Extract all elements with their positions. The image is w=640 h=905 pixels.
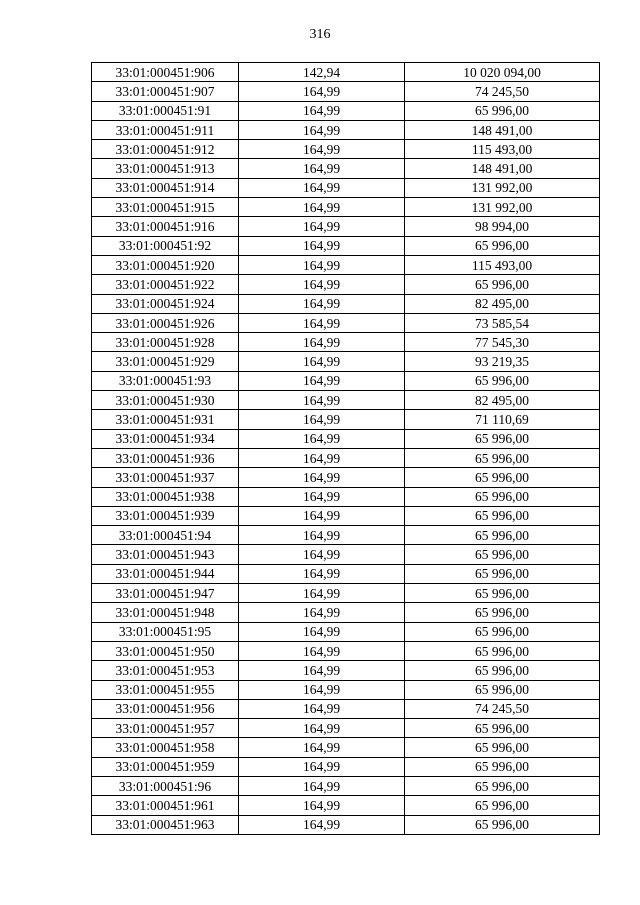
area-cell: 164,99 [239, 236, 405, 255]
value-cell: 131 992,00 [405, 178, 600, 197]
value-cell: 74 245,50 [405, 82, 600, 101]
value-cell: 93 219,35 [405, 352, 600, 371]
value-cell: 98 994,00 [405, 217, 600, 236]
table-row [92, 506, 600, 525]
value-cell: 65 996,00 [405, 622, 600, 641]
cadastral-number-cell: 33:01:000451:907 [92, 82, 239, 101]
area-cell: 164,99 [239, 603, 405, 622]
table-row [92, 294, 600, 313]
value-cell: 65 996,00 [405, 468, 600, 487]
cadastral-number-cell: 33:01:000451:948 [92, 603, 239, 622]
cadastral-number-cell: 33:01:000451:934 [92, 429, 239, 448]
cadastral-number-cell: 33:01:000451:963 [92, 815, 239, 834]
cadastral-number-cell: 33:01:000451:95 [92, 622, 239, 641]
cadastral-number-cell: 33:01:000451:913 [92, 159, 239, 178]
page-number: 316 [309, 27, 331, 42]
table-row [92, 371, 600, 390]
cadastral-number-cell: 33:01:000451:926 [92, 313, 239, 332]
cadastral-number-cell: 33:01:000451:936 [92, 448, 239, 467]
value-cell: 65 996,00 [405, 796, 600, 815]
table-row [92, 545, 600, 564]
table-row [92, 63, 600, 82]
cadastral-number-cell: 33:01:000451:957 [92, 719, 239, 738]
table-row [92, 313, 600, 332]
table-row [92, 120, 600, 139]
value-cell: 82 495,00 [405, 294, 600, 313]
area-cell: 164,99 [239, 622, 405, 641]
value-cell: 65 996,00 [405, 661, 600, 680]
area-cell: 164,99 [239, 159, 405, 178]
area-cell: 164,99 [239, 429, 405, 448]
area-cell: 164,99 [239, 526, 405, 545]
cadastral-number-cell: 33:01:000451:91 [92, 101, 239, 120]
area-cell: 164,99 [239, 217, 405, 236]
area-cell: 164,99 [239, 294, 405, 313]
cadastral-number-cell: 33:01:000451:914 [92, 178, 239, 197]
value-cell: 65 996,00 [405, 680, 600, 699]
area-cell: 164,99 [239, 313, 405, 332]
table-row [92, 622, 600, 641]
cadastral-number-cell: 33:01:000451:938 [92, 487, 239, 506]
table-row [92, 776, 600, 795]
value-cell: 65 996,00 [405, 776, 600, 795]
cadastral-number-cell: 33:01:000451:924 [92, 294, 239, 313]
area-cell: 142,94 [239, 63, 405, 82]
table-row [92, 410, 600, 429]
table-row [92, 178, 600, 197]
area-cell: 164,99 [239, 140, 405, 159]
table-row [92, 796, 600, 815]
cadastral-number-cell: 33:01:000451:94 [92, 526, 239, 545]
value-cell: 65 996,00 [405, 815, 600, 834]
value-cell: 65 996,00 [405, 719, 600, 738]
area-cell: 164,99 [239, 757, 405, 776]
area-cell: 164,99 [239, 661, 405, 680]
cadastral-number-cell: 33:01:000451:930 [92, 391, 239, 410]
cadastral-number-cell: 33:01:000451:939 [92, 506, 239, 525]
value-cell: 65 996,00 [405, 487, 600, 506]
table-row [92, 526, 600, 545]
cadastral-number-cell: 33:01:000451:920 [92, 255, 239, 274]
value-cell: 65 996,00 [405, 448, 600, 467]
cadastral-number-cell: 33:01:000451:955 [92, 680, 239, 699]
table-row [92, 603, 600, 622]
cadastral-number-cell: 33:01:000451:953 [92, 661, 239, 680]
value-cell: 148 491,00 [405, 159, 600, 178]
table-row [92, 757, 600, 776]
table-row [92, 448, 600, 467]
table-row [92, 236, 600, 255]
table-row [92, 352, 600, 371]
table-row [92, 699, 600, 718]
table-row [92, 82, 600, 101]
table-body [92, 63, 600, 835]
value-cell: 77 545,30 [405, 333, 600, 352]
area-cell: 164,99 [239, 101, 405, 120]
table-row [92, 564, 600, 583]
cadastral-number-cell: 33:01:000451:96 [92, 776, 239, 795]
cadastral-number-cell: 33:01:000451:93 [92, 371, 239, 390]
value-cell: 65 996,00 [405, 603, 600, 622]
table-row [92, 661, 600, 680]
area-cell: 164,99 [239, 198, 405, 217]
value-cell: 65 996,00 [405, 564, 600, 583]
value-cell: 131 992,00 [405, 198, 600, 217]
area-cell: 164,99 [239, 680, 405, 699]
table-row [92, 738, 600, 757]
area-cell: 164,99 [239, 796, 405, 815]
cadastral-number-cell: 33:01:000451:912 [92, 140, 239, 159]
cadastral-number-cell: 33:01:000451:943 [92, 545, 239, 564]
area-cell: 164,99 [239, 352, 405, 371]
area-cell: 164,99 [239, 178, 405, 197]
table-row [92, 719, 600, 738]
area-cell: 164,99 [239, 255, 405, 274]
area-cell: 164,99 [239, 815, 405, 834]
table-row [92, 333, 600, 352]
area-cell: 164,99 [239, 82, 405, 101]
table-row [92, 429, 600, 448]
cadastral-number-cell: 33:01:000451:92 [92, 236, 239, 255]
area-cell: 164,99 [239, 448, 405, 467]
cadastral-number-cell: 33:01:000451:911 [92, 120, 239, 139]
cadastral-number-cell: 33:01:000451:947 [92, 584, 239, 603]
table-row [92, 275, 600, 294]
cadastral-number-cell: 33:01:000451:929 [92, 352, 239, 371]
value-cell: 65 996,00 [405, 641, 600, 660]
cadastral-number-cell: 33:01:000451:906 [92, 63, 239, 82]
value-cell: 115 493,00 [405, 255, 600, 274]
area-cell: 164,99 [239, 487, 405, 506]
table-row [92, 140, 600, 159]
cadastral-number-cell: 33:01:000451:937 [92, 468, 239, 487]
value-cell: 65 996,00 [405, 584, 600, 603]
area-cell: 164,99 [239, 410, 405, 429]
area-cell: 164,99 [239, 776, 405, 795]
value-cell: 71 110,69 [405, 410, 600, 429]
area-cell: 164,99 [239, 564, 405, 583]
area-cell: 164,99 [239, 641, 405, 660]
value-cell: 65 996,00 [405, 545, 600, 564]
value-cell: 65 996,00 [405, 757, 600, 776]
area-cell: 164,99 [239, 719, 405, 738]
cadastral-number-cell: 33:01:000451:956 [92, 699, 239, 718]
value-cell: 65 996,00 [405, 236, 600, 255]
table-row [92, 680, 600, 699]
cadastral-number-cell: 33:01:000451:958 [92, 738, 239, 757]
cadastral-number-cell: 33:01:000451:928 [92, 333, 239, 352]
value-cell: 10 020 094,00 [405, 63, 600, 82]
table-row [92, 101, 600, 120]
area-cell: 164,99 [239, 391, 405, 410]
cadastral-number-cell: 33:01:000451:922 [92, 275, 239, 294]
area-cell: 164,99 [239, 371, 405, 390]
table-row [92, 217, 600, 236]
cadastral-number-cell: 33:01:000451:915 [92, 198, 239, 217]
value-cell: 65 996,00 [405, 371, 600, 390]
area-cell: 164,99 [239, 699, 405, 718]
value-cell: 65 996,00 [405, 275, 600, 294]
table-row [92, 391, 600, 410]
cadastral-number-cell: 33:01:000451:944 [92, 564, 239, 583]
value-cell: 73 585,54 [405, 313, 600, 332]
value-cell: 65 996,00 [405, 506, 600, 525]
table-row [92, 468, 600, 487]
cadastral-number-cell: 33:01:000451:950 [92, 641, 239, 660]
area-cell: 164,99 [239, 545, 405, 564]
cadastral-number-cell: 33:01:000451:931 [92, 410, 239, 429]
table-row [92, 159, 600, 178]
table-row [92, 641, 600, 660]
value-cell: 65 996,00 [405, 101, 600, 120]
cadastral-table [91, 62, 600, 835]
value-cell: 82 495,00 [405, 391, 600, 410]
area-cell: 164,99 [239, 738, 405, 757]
table-row [92, 487, 600, 506]
value-cell: 65 996,00 [405, 429, 600, 448]
value-cell: 65 996,00 [405, 526, 600, 545]
cadastral-number-cell: 33:01:000451:961 [92, 796, 239, 815]
area-cell: 164,99 [239, 468, 405, 487]
cadastral-number-cell: 33:01:000451:916 [92, 217, 239, 236]
value-cell: 74 245,50 [405, 699, 600, 718]
table-row [92, 255, 600, 274]
area-cell: 164,99 [239, 506, 405, 525]
cadastral-number-cell: 33:01:000451:959 [92, 757, 239, 776]
value-cell: 65 996,00 [405, 738, 600, 757]
area-cell: 164,99 [239, 333, 405, 352]
area-cell: 164,99 [239, 275, 405, 294]
value-cell: 148 491,00 [405, 120, 600, 139]
value-cell: 115 493,00 [405, 140, 600, 159]
table-row [92, 198, 600, 217]
area-cell: 164,99 [239, 120, 405, 139]
table-row [92, 584, 600, 603]
table-row [92, 815, 600, 834]
area-cell: 164,99 [239, 584, 405, 603]
